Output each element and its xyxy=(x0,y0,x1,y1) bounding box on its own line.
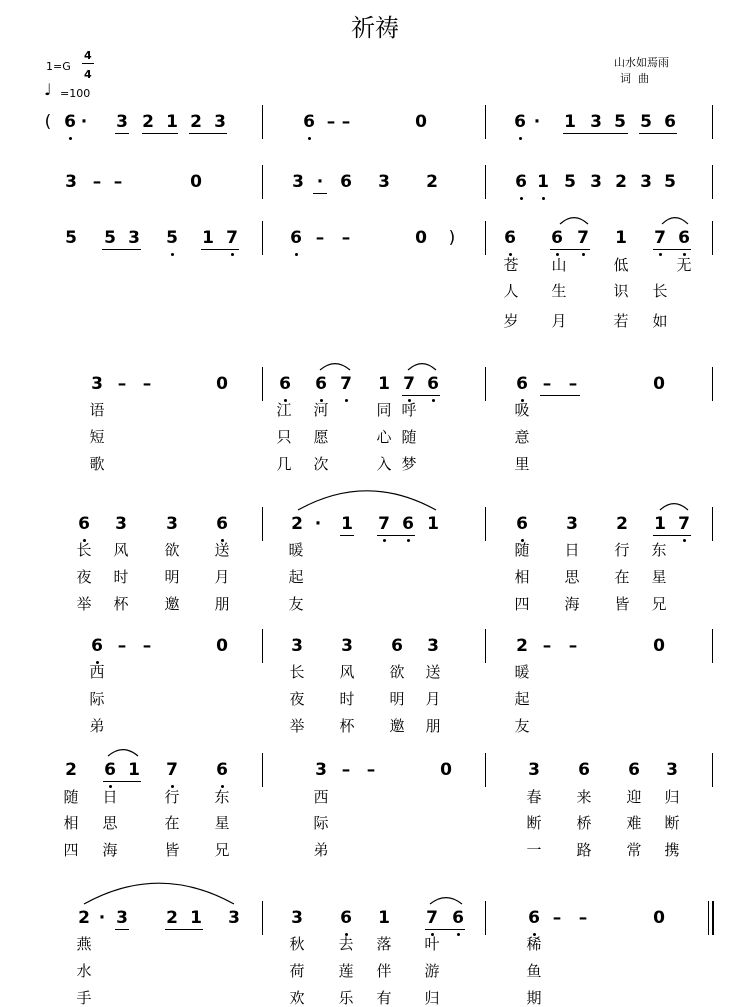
lyric-char: 兄 xyxy=(214,841,230,859)
lyric-char: 归 xyxy=(424,989,440,1007)
lyric-char: 行 xyxy=(614,541,630,559)
lyric-char: 友 xyxy=(288,595,304,613)
lyric-char: 举 xyxy=(289,717,305,735)
credits-roles: 词 曲 xyxy=(620,72,649,85)
note: 1 xyxy=(615,228,627,248)
note: 0 xyxy=(440,760,452,780)
note: 6 xyxy=(515,172,527,192)
lyric-char: 次 xyxy=(313,455,329,473)
slur xyxy=(108,750,138,756)
lyric-char: 同 xyxy=(376,401,392,419)
note: 3 xyxy=(528,760,540,780)
lyric-char: 山 xyxy=(551,256,567,274)
note: 6 xyxy=(678,228,690,248)
note: 5 xyxy=(564,172,576,192)
note: 5 xyxy=(614,112,626,132)
note: 3 xyxy=(666,760,678,780)
note: – xyxy=(92,172,102,192)
note: 1 xyxy=(166,112,178,132)
lyric-char: 相 xyxy=(63,814,79,832)
lyric-char: 西 xyxy=(89,663,105,681)
note: 1 xyxy=(128,760,140,780)
lyric-char: 稀 xyxy=(526,935,542,953)
note: 5 xyxy=(640,112,652,132)
note: 0 xyxy=(216,374,228,394)
lyric-char: 起 xyxy=(288,568,304,586)
lyric-char: 愿 xyxy=(313,428,329,446)
note: 7 xyxy=(378,514,390,534)
note: 1 xyxy=(654,514,666,534)
note: 0 xyxy=(190,172,202,192)
note: 3 xyxy=(292,172,304,192)
note: 6 xyxy=(340,172,352,192)
lyric-char: 秋 xyxy=(289,935,305,953)
quarter-note-icon: ♩ xyxy=(44,80,52,99)
note: 3 xyxy=(116,908,128,928)
lyric-char: 明 xyxy=(389,690,405,708)
lyric-char: 风 xyxy=(113,541,129,559)
lyric-char: 若 xyxy=(613,312,629,330)
note: – xyxy=(542,636,552,656)
note: – xyxy=(568,636,578,656)
note: 1 xyxy=(341,514,353,534)
lyric-char: 入 xyxy=(376,455,392,473)
note: 2 xyxy=(516,636,528,656)
note: 6 xyxy=(216,514,228,534)
lyric-char: 游 xyxy=(424,962,440,980)
note: ( xyxy=(44,112,52,132)
note: · xyxy=(80,112,88,132)
lyric-char: 明 xyxy=(164,568,180,586)
note: – xyxy=(117,374,127,394)
slur xyxy=(320,364,350,370)
slur xyxy=(408,364,436,370)
note: 5 xyxy=(65,228,77,248)
key-signature: 1=G xyxy=(46,60,71,73)
note: – xyxy=(542,374,552,394)
lyric-char: 送 xyxy=(214,541,230,559)
lyric-char: 去 xyxy=(338,935,354,953)
slur xyxy=(660,504,688,510)
note: 0 xyxy=(653,374,665,394)
lyric-char: 几 xyxy=(276,455,292,473)
tempo-marking: =100 xyxy=(60,87,91,100)
note: – xyxy=(315,228,325,248)
lyric-char: 思 xyxy=(564,568,580,586)
note: · xyxy=(314,514,322,534)
lyric-char: 随 xyxy=(63,788,79,806)
lyric-char: 春 xyxy=(526,788,542,806)
note: 3 xyxy=(166,514,178,534)
note: 7 xyxy=(577,228,589,248)
note: 7 xyxy=(654,228,666,248)
time-signature-bottom: 4 xyxy=(84,68,92,81)
lyric-char: 相 xyxy=(514,568,530,586)
lyric-char: 呼 xyxy=(401,401,417,419)
note: ) xyxy=(448,228,456,248)
time-signature-top: 4 xyxy=(84,49,92,62)
lyric-char: 送 xyxy=(425,663,441,681)
lyric-char: 月 xyxy=(425,690,441,708)
note: 6 xyxy=(664,112,676,132)
note: · xyxy=(316,172,324,192)
note: 7 xyxy=(403,374,415,394)
note: 3 xyxy=(115,514,127,534)
note: 3 xyxy=(315,760,327,780)
lyric-char: 苍 xyxy=(503,256,519,274)
slur xyxy=(84,883,234,904)
note: – xyxy=(341,760,351,780)
lyric-char: 江 xyxy=(276,401,292,419)
note: 6 xyxy=(290,228,302,248)
lyric-char: 四 xyxy=(63,841,79,859)
note: 6 xyxy=(91,636,103,656)
lyric-char: 梦 xyxy=(401,455,417,473)
note: – xyxy=(366,760,376,780)
note: 3 xyxy=(378,172,390,192)
note: 6 xyxy=(104,760,116,780)
note: 3 xyxy=(214,112,226,132)
note: 3 xyxy=(427,636,439,656)
lyric-char: 邀 xyxy=(389,717,405,735)
lyric-char: 迎 xyxy=(626,788,642,806)
lyric-char: 月 xyxy=(551,312,567,330)
note: 3 xyxy=(128,228,140,248)
note: 6 xyxy=(303,112,315,132)
note: – xyxy=(113,172,123,192)
lyric-char: 日 xyxy=(564,541,580,559)
note: 3 xyxy=(116,112,128,132)
lyric-char: 举 xyxy=(76,595,92,613)
lyric-char: 河 xyxy=(313,401,329,419)
note: 3 xyxy=(228,908,240,928)
credits-author: 山水如焉雨 xyxy=(614,56,669,69)
note: – xyxy=(568,374,578,394)
lyric-char: 莲 xyxy=(338,962,354,980)
note: 6 xyxy=(315,374,327,394)
lyric-char: 东 xyxy=(214,788,230,806)
note: 0 xyxy=(415,228,427,248)
note: 5 xyxy=(104,228,116,248)
lyric-char: 弟 xyxy=(89,717,105,735)
note: 1 xyxy=(190,908,202,928)
note: 2 xyxy=(166,908,178,928)
lyric-char: 桥 xyxy=(576,814,592,832)
lyric-char: 有 xyxy=(376,989,392,1007)
note: – xyxy=(142,374,152,394)
lyric-char: 叶 xyxy=(424,935,440,953)
note: 2 xyxy=(426,172,438,192)
lyric-char: 弟 xyxy=(313,841,329,859)
note: 2 xyxy=(65,760,77,780)
note: 1 xyxy=(537,172,549,192)
lyric-char: 际 xyxy=(313,814,329,832)
lyric-char: 朋 xyxy=(214,595,230,613)
lyric-char: 断 xyxy=(664,814,680,832)
note: 7 xyxy=(226,228,238,248)
lyric-char: 乐 xyxy=(338,989,354,1007)
lyric-char: 荷 xyxy=(289,962,305,980)
note: 3 xyxy=(65,172,77,192)
lyric-char: 生 xyxy=(551,282,567,300)
lyric-char: 落 xyxy=(376,935,392,953)
note: 6 xyxy=(279,374,291,394)
lyric-char: 归 xyxy=(664,788,680,806)
note: 1 xyxy=(202,228,214,248)
note: 7 xyxy=(426,908,438,928)
note: – xyxy=(552,908,562,928)
lyric-char: 手 xyxy=(76,989,92,1007)
lyric-char: 海 xyxy=(102,841,118,859)
note: – xyxy=(341,112,351,132)
lyric-char: 人 xyxy=(503,282,519,300)
note: 1 xyxy=(378,374,390,394)
lyric-char: 际 xyxy=(89,690,105,708)
lyric-char: 长 xyxy=(652,282,668,300)
note: 6 xyxy=(452,908,464,928)
lyric-char: 岁 xyxy=(503,312,519,330)
lyric-char: 兄 xyxy=(651,595,667,613)
note: 6 xyxy=(78,514,90,534)
lyric-char: 西 xyxy=(313,788,329,806)
lyric-char: 杯 xyxy=(113,595,129,613)
lyric-char: 时 xyxy=(113,568,129,586)
note: – xyxy=(341,228,351,248)
note: 3 xyxy=(590,172,602,192)
note: 6 xyxy=(528,908,540,928)
note: 6 xyxy=(516,514,528,534)
lyric-char: 杯 xyxy=(339,717,355,735)
lyric-char: 路 xyxy=(576,841,592,859)
note: 0 xyxy=(653,636,665,656)
note: 6 xyxy=(628,760,640,780)
lyric-char: 伴 xyxy=(376,962,392,980)
slur xyxy=(662,218,688,224)
note: 2 xyxy=(291,514,303,534)
note: – xyxy=(117,636,127,656)
note: 3 xyxy=(566,514,578,534)
lyric-char: 低 xyxy=(613,256,629,274)
note: – xyxy=(142,636,152,656)
lyric-char: 难 xyxy=(626,814,642,832)
lyric-char: 短 xyxy=(89,428,105,446)
note: – xyxy=(326,112,336,132)
note: – xyxy=(578,908,588,928)
note: 5 xyxy=(664,172,676,192)
note: 0 xyxy=(216,636,228,656)
lyric-char: 欢 xyxy=(289,989,305,1007)
lyric-char: 常 xyxy=(626,841,642,859)
slur xyxy=(560,218,588,224)
lyric-char: 欲 xyxy=(389,663,405,681)
lyric-char: 星 xyxy=(214,814,230,832)
lyric-char: 期 xyxy=(526,989,542,1007)
lyric-char: 来 xyxy=(576,788,592,806)
lyric-char: 歌 xyxy=(89,455,105,473)
note: 7 xyxy=(166,760,178,780)
note: 7 xyxy=(340,374,352,394)
lyric-char: 皆 xyxy=(614,595,630,613)
lyric-char: 邀 xyxy=(164,595,180,613)
note: 2 xyxy=(190,112,202,132)
lyric-char: 鱼 xyxy=(526,962,542,980)
note: 3 xyxy=(91,374,103,394)
lyric-char: 夜 xyxy=(289,690,305,708)
lyric-char: 随 xyxy=(401,428,417,446)
lyric-char: 海 xyxy=(564,595,580,613)
note: 3 xyxy=(291,908,303,928)
lyric-char: 无 xyxy=(676,256,692,274)
lyric-char: 吸 xyxy=(514,401,530,419)
lyric-char: 断 xyxy=(526,814,542,832)
lyric-char: 识 xyxy=(613,282,629,300)
lyric-char: 语 xyxy=(89,401,105,419)
lyric-char: 心 xyxy=(376,428,392,446)
lyric-char: 在 xyxy=(614,568,630,586)
lyric-char: 皆 xyxy=(164,841,180,859)
note: 6 xyxy=(504,228,516,248)
note: · xyxy=(533,112,541,132)
lyric-char: 欲 xyxy=(164,541,180,559)
note: 6 xyxy=(516,374,528,394)
lyric-char: 风 xyxy=(339,663,355,681)
lyric-char: 一 xyxy=(526,841,542,859)
note: 6 xyxy=(391,636,403,656)
lyric-char: 意 xyxy=(514,428,530,446)
note: 2 xyxy=(78,908,90,928)
note: 6 xyxy=(216,760,228,780)
note: 5 xyxy=(166,228,178,248)
note: 3 xyxy=(640,172,652,192)
lyric-char: 夜 xyxy=(76,568,92,586)
note: 6 xyxy=(340,908,352,928)
note: · xyxy=(98,908,106,928)
note: 0 xyxy=(415,112,427,132)
lyric-char: 暖 xyxy=(288,541,304,559)
lyric-char: 起 xyxy=(514,690,530,708)
note: 2 xyxy=(142,112,154,132)
lyric-char: 四 xyxy=(514,595,530,613)
lyric-char: 长 xyxy=(289,663,305,681)
lyric-char: 如 xyxy=(652,312,668,330)
note: 3 xyxy=(291,636,303,656)
lyric-char: 暖 xyxy=(514,663,530,681)
slur xyxy=(430,898,462,904)
lyric-char: 星 xyxy=(651,568,667,586)
note: 1 xyxy=(564,112,576,132)
note: 6 xyxy=(514,112,526,132)
lyric-char: 在 xyxy=(164,814,180,832)
lyric-char: 携 xyxy=(664,841,680,859)
note: 6 xyxy=(64,112,76,132)
note: 2 xyxy=(615,172,627,192)
note: 6 xyxy=(578,760,590,780)
note: 6 xyxy=(427,374,439,394)
lyric-char: 里 xyxy=(514,455,530,473)
lyric-char: 只 xyxy=(276,428,292,446)
note: 3 xyxy=(590,112,602,132)
lyric-char: 友 xyxy=(514,717,530,735)
note: 7 xyxy=(678,514,690,534)
slur xyxy=(298,491,436,510)
lyric-char: 东 xyxy=(651,541,667,559)
page-title: 祈祷 xyxy=(351,14,399,42)
lyric-char: 朋 xyxy=(425,717,441,735)
note: 6 xyxy=(551,228,563,248)
note: 6 xyxy=(402,514,414,534)
lyric-char: 随 xyxy=(514,541,530,559)
note: 1 xyxy=(378,908,390,928)
lyric-char: 时 xyxy=(339,690,355,708)
lyric-char: 月 xyxy=(214,568,230,586)
lyric-char: 行 xyxy=(164,788,180,806)
lyric-char: 燕 xyxy=(76,935,92,953)
lyric-char: 日 xyxy=(102,788,118,806)
note: 1 xyxy=(427,514,439,534)
note: 2 xyxy=(616,514,628,534)
lyric-char: 思 xyxy=(102,814,118,832)
lyric-char: 水 xyxy=(76,962,92,980)
note: 3 xyxy=(341,636,353,656)
lyric-char: 长 xyxy=(76,541,92,559)
note: 0 xyxy=(653,908,665,928)
